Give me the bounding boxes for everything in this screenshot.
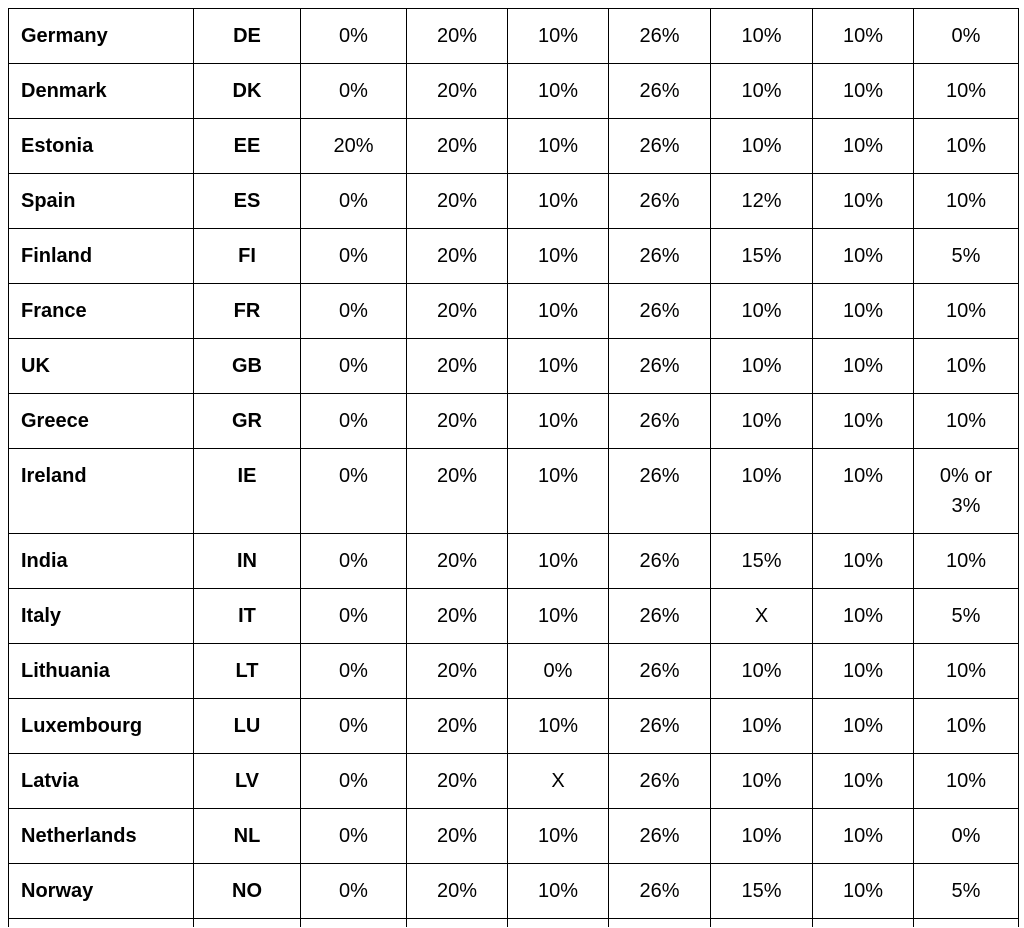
country-cell: Estonia	[9, 119, 194, 174]
rate-cell: 10%	[711, 394, 813, 449]
rate-cell: 10%	[508, 589, 609, 644]
country-code-cell: NO	[194, 864, 301, 919]
rate-cell: 20%	[407, 864, 508, 919]
table-row	[9, 699, 1019, 754]
country-code-cell: FR	[194, 284, 301, 339]
rate-cell: 20%	[407, 699, 508, 754]
rate-cell: 20%	[407, 119, 508, 174]
rate-cell: 10%	[711, 284, 813, 339]
rate-cell: X	[508, 754, 609, 809]
country-code-cell: GB	[194, 339, 301, 394]
rate-cell: 10%	[813, 809, 914, 864]
country-cell: Netherlands	[9, 809, 194, 864]
rate-cell: 10%	[914, 174, 1019, 229]
rate-cell: 10%	[711, 64, 813, 119]
rate-cell: 10%	[711, 699, 813, 754]
table-row	[9, 449, 1019, 534]
rate-cell: 20%	[407, 229, 508, 284]
rate-cell: 0%	[914, 9, 1019, 64]
rate-cell: 10%	[813, 9, 914, 64]
country-code-cell: DK	[194, 64, 301, 119]
country-cell: India	[9, 534, 194, 589]
rate-cell: 26%	[609, 809, 711, 864]
table-row	[9, 64, 1019, 119]
table-row	[9, 119, 1019, 174]
rate-cell: 10%	[508, 534, 609, 589]
rate-cell: 0%	[301, 284, 407, 339]
empty-cell	[194, 919, 301, 928]
rate-cell: 10%	[508, 174, 609, 229]
rate-cell: 5%	[914, 864, 1019, 919]
rate-cell: 10%	[711, 754, 813, 809]
rate-cell: 10%	[813, 644, 914, 699]
rate-cell: 10%	[711, 809, 813, 864]
country-code-cell: NL	[194, 809, 301, 864]
rate-cell: 0%	[301, 809, 407, 864]
rate-cell: 20%	[407, 809, 508, 864]
country-code-cell: IT	[194, 589, 301, 644]
country-cell: France	[9, 284, 194, 339]
rate-cell: 10%	[914, 339, 1019, 394]
country-cell: Luxembourg	[9, 699, 194, 754]
rate-cell: 10%	[813, 339, 914, 394]
rate-cell: 10%	[914, 699, 1019, 754]
empty-cell	[914, 919, 1019, 928]
country-cell: Spain	[9, 174, 194, 229]
rate-cell: 0%	[301, 754, 407, 809]
rate-cell: 0%	[301, 229, 407, 284]
rate-cell: 20%	[407, 589, 508, 644]
rate-cell: 10%	[914, 754, 1019, 809]
table-row	[9, 229, 1019, 284]
rate-cell: 10%	[914, 644, 1019, 699]
rate-cell: 0%	[301, 174, 407, 229]
rate-cell: 26%	[609, 394, 711, 449]
rate-cell: 0%	[301, 864, 407, 919]
country-code-cell: LT	[194, 644, 301, 699]
rate-cell: 20%	[407, 449, 508, 534]
rate-cell: 10%	[711, 119, 813, 174]
rate-cell: 10%	[813, 589, 914, 644]
rate-cell: 10%	[508, 9, 609, 64]
country-cell: Greece	[9, 394, 194, 449]
rate-cell: 26%	[609, 449, 711, 534]
rate-cell: 10%	[914, 64, 1019, 119]
rate-cell: 26%	[609, 119, 711, 174]
country-cell: Norway	[9, 864, 194, 919]
rate-cell: 20%	[407, 394, 508, 449]
rate-cell: 10%	[813, 174, 914, 229]
rate-cell: 0% or 3%	[914, 449, 1019, 534]
country-code-cell: GR	[194, 394, 301, 449]
table-row	[9, 9, 1019, 64]
rate-cell: 10%	[508, 864, 609, 919]
rate-cell: 0%	[301, 699, 407, 754]
rate-cell: 26%	[609, 864, 711, 919]
rate-cell: 10%	[711, 644, 813, 699]
rate-cell: 26%	[609, 699, 711, 754]
rate-cell: 10%	[813, 229, 914, 284]
rate-cell: 26%	[609, 229, 711, 284]
rate-cell: 15%	[711, 864, 813, 919]
country-cell: UK	[9, 339, 194, 394]
country-code-cell: EE	[194, 119, 301, 174]
empty-cell	[9, 919, 194, 928]
rate-cell: 0%	[301, 534, 407, 589]
rate-cell: 10%	[508, 339, 609, 394]
rate-cell: 10%	[813, 754, 914, 809]
rate-cell: X	[711, 589, 813, 644]
country-cell: Finland	[9, 229, 194, 284]
table-row	[9, 534, 1019, 589]
country-cell: Latvia	[9, 754, 194, 809]
rate-cell: 20%	[301, 119, 407, 174]
table-row	[9, 864, 1019, 919]
rate-cell: 26%	[609, 589, 711, 644]
rate-cell: 10%	[508, 284, 609, 339]
empty-cell	[813, 919, 914, 928]
rate-cell: 15%	[711, 229, 813, 284]
rate-cell: 20%	[407, 9, 508, 64]
rate-cell: 10%	[813, 449, 914, 534]
rate-cell: 12%	[711, 174, 813, 229]
rate-cell: 10%	[711, 449, 813, 534]
table-row	[9, 754, 1019, 809]
country-code-cell: LU	[194, 699, 301, 754]
country-cell: Ireland	[9, 449, 194, 534]
rate-cell: 0%	[301, 589, 407, 644]
rate-cell: 10%	[914, 284, 1019, 339]
rate-cell: 10%	[508, 699, 609, 754]
rate-cell: 15%	[711, 534, 813, 589]
rate-cell: 10%	[914, 119, 1019, 174]
rate-cell: 20%	[407, 754, 508, 809]
rate-cell: 10%	[813, 64, 914, 119]
table-row	[9, 644, 1019, 699]
rate-cell: 20%	[407, 64, 508, 119]
rate-cell: 0%	[301, 9, 407, 64]
rate-cell: 0%	[301, 394, 407, 449]
rate-cell: 20%	[407, 644, 508, 699]
table-row	[9, 394, 1019, 449]
rate-cell: 10%	[914, 534, 1019, 589]
empty-cell	[609, 919, 711, 928]
table-row	[9, 284, 1019, 339]
rate-cell: 0%	[508, 644, 609, 699]
table-row	[9, 339, 1019, 394]
country-cell: Denmark	[9, 64, 194, 119]
rate-cell: 26%	[609, 284, 711, 339]
rate-cell: 5%	[914, 589, 1019, 644]
empty-cell	[407, 919, 508, 928]
country-code-cell: IE	[194, 449, 301, 534]
country-code-cell: ES	[194, 174, 301, 229]
rate-cell: 26%	[609, 9, 711, 64]
country-code-cell: IN	[194, 534, 301, 589]
rate-cell: 20%	[407, 284, 508, 339]
country-cell: Lithuania	[9, 644, 194, 699]
table-body	[9, 9, 1019, 928]
country-cell: Italy	[9, 589, 194, 644]
rate-cell: 20%	[407, 174, 508, 229]
rate-cell: 26%	[609, 174, 711, 229]
rate-cell: 26%	[609, 339, 711, 394]
rate-cell: 10%	[508, 394, 609, 449]
empty-cell	[711, 919, 813, 928]
rate-cell: 10%	[711, 339, 813, 394]
table-row	[9, 809, 1019, 864]
rate-cell: 26%	[609, 644, 711, 699]
rate-cell: 0%	[301, 339, 407, 394]
rate-cell: 10%	[813, 119, 914, 174]
rate-cell: 10%	[508, 449, 609, 534]
table-row-partial	[9, 919, 1019, 928]
country-code-cell: FI	[194, 229, 301, 284]
rate-cell: 26%	[609, 754, 711, 809]
country-code-cell: DE	[194, 9, 301, 64]
rate-cell: 10%	[813, 699, 914, 754]
rate-cell: 10%	[508, 119, 609, 174]
table-row	[9, 589, 1019, 644]
rate-cell: 20%	[407, 534, 508, 589]
country-rate-table	[8, 8, 1019, 927]
rate-cell: 0%	[301, 449, 407, 534]
rate-cell: 0%	[301, 644, 407, 699]
country-cell: Germany	[9, 9, 194, 64]
rate-cell: 10%	[813, 284, 914, 339]
rate-cell: 20%	[407, 339, 508, 394]
rate-cell: 10%	[813, 864, 914, 919]
rate-cell: 10%	[813, 534, 914, 589]
rate-cell: 10%	[813, 394, 914, 449]
country-code-cell: LV	[194, 754, 301, 809]
empty-cell	[508, 919, 609, 928]
rate-cell: 10%	[508, 64, 609, 119]
rate-cell: 26%	[609, 534, 711, 589]
rate-cell: 5%	[914, 229, 1019, 284]
rate-cell: 10%	[914, 394, 1019, 449]
rate-cell: 26%	[609, 64, 711, 119]
rate-cell: 10%	[508, 809, 609, 864]
rate-cell: 10%	[711, 9, 813, 64]
rate-cell: 0%	[301, 64, 407, 119]
table-row	[9, 174, 1019, 229]
rate-cell: 0%	[914, 809, 1019, 864]
rate-cell: 10%	[508, 229, 609, 284]
empty-cell	[301, 919, 407, 928]
